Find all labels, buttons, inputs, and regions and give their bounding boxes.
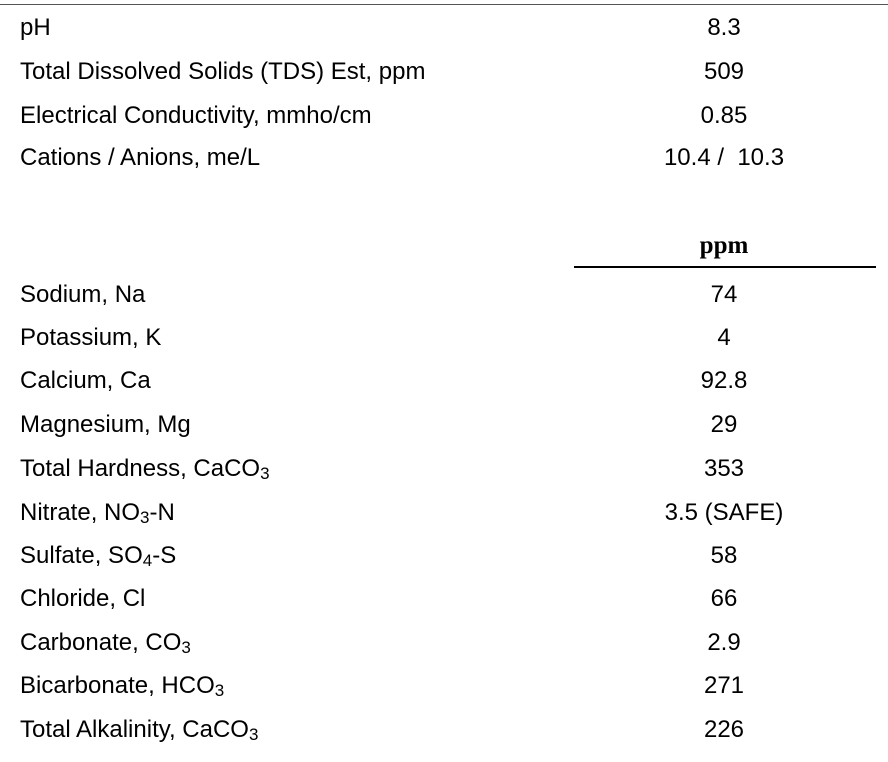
analyte-value: 29 (710, 411, 738, 438)
table-row (0, 710, 888, 750)
analyte-value: 58 (710, 542, 738, 569)
analyte-value: 66 (710, 585, 738, 612)
table-row (0, 536, 888, 576)
analyte-value: 74 (710, 281, 738, 308)
table-row (0, 405, 888, 445)
analyte-value: 226 (703, 716, 745, 743)
row-value: 8.3 (707, 14, 741, 41)
row-label: Cations / Anions, me/L (20, 144, 261, 171)
unit-column-header: ppm (699, 232, 749, 259)
table-row (0, 8, 888, 48)
table-row (0, 493, 888, 533)
analyte-value: 4 (717, 324, 731, 351)
analyte-label: Bicarbonate, HCO3 (20, 672, 225, 700)
table-row (0, 449, 888, 489)
analyte-label: Nitrate, NO3-N (20, 499, 175, 527)
table-row (0, 96, 888, 136)
analyte-value: 353 (703, 455, 745, 482)
table-row (0, 318, 888, 358)
analyte-label: Calcium, Ca (20, 367, 151, 394)
top-rule (0, 4, 888, 5)
table-row (0, 361, 888, 401)
row-label: Electrical Conductivity, mmho/cm (20, 102, 372, 129)
analyte-label: Potassium, K (20, 324, 162, 351)
table-row (0, 623, 888, 663)
analyte-value: 3.5 (SAFE) (664, 499, 784, 526)
analyte-label: Chloride, Cl (20, 585, 146, 612)
row-label: Total Dissolved Solids (TDS) Est, ppm (20, 58, 426, 85)
analyte-value: 92.8 (700, 367, 748, 394)
analyte-label: Total Alkalinity, CaCO3 (20, 716, 259, 744)
table-row (0, 52, 888, 92)
row-value: 509 (703, 58, 745, 85)
table-row (0, 666, 888, 706)
analyte-label: Carbonate, CO3 (20, 629, 191, 657)
analyte-label: Sulfate, SO4-S (20, 542, 177, 570)
row-label: pH (20, 14, 51, 41)
row-value: 0.85 (700, 102, 748, 129)
analyte-value: 271 (703, 672, 745, 699)
analyte-label: Total Hardness, CaCO3 (20, 455, 270, 483)
analyte-value: 2.9 (707, 629, 741, 656)
analyte-label: Magnesium, Mg (20, 411, 191, 438)
analyte-label: Sodium, Na (20, 281, 146, 308)
table-row (0, 138, 888, 178)
row-value: 10.4 / 10.3 (663, 144, 785, 171)
unit-header-underline (574, 266, 876, 268)
table-row (0, 275, 888, 315)
table-row (0, 579, 888, 619)
